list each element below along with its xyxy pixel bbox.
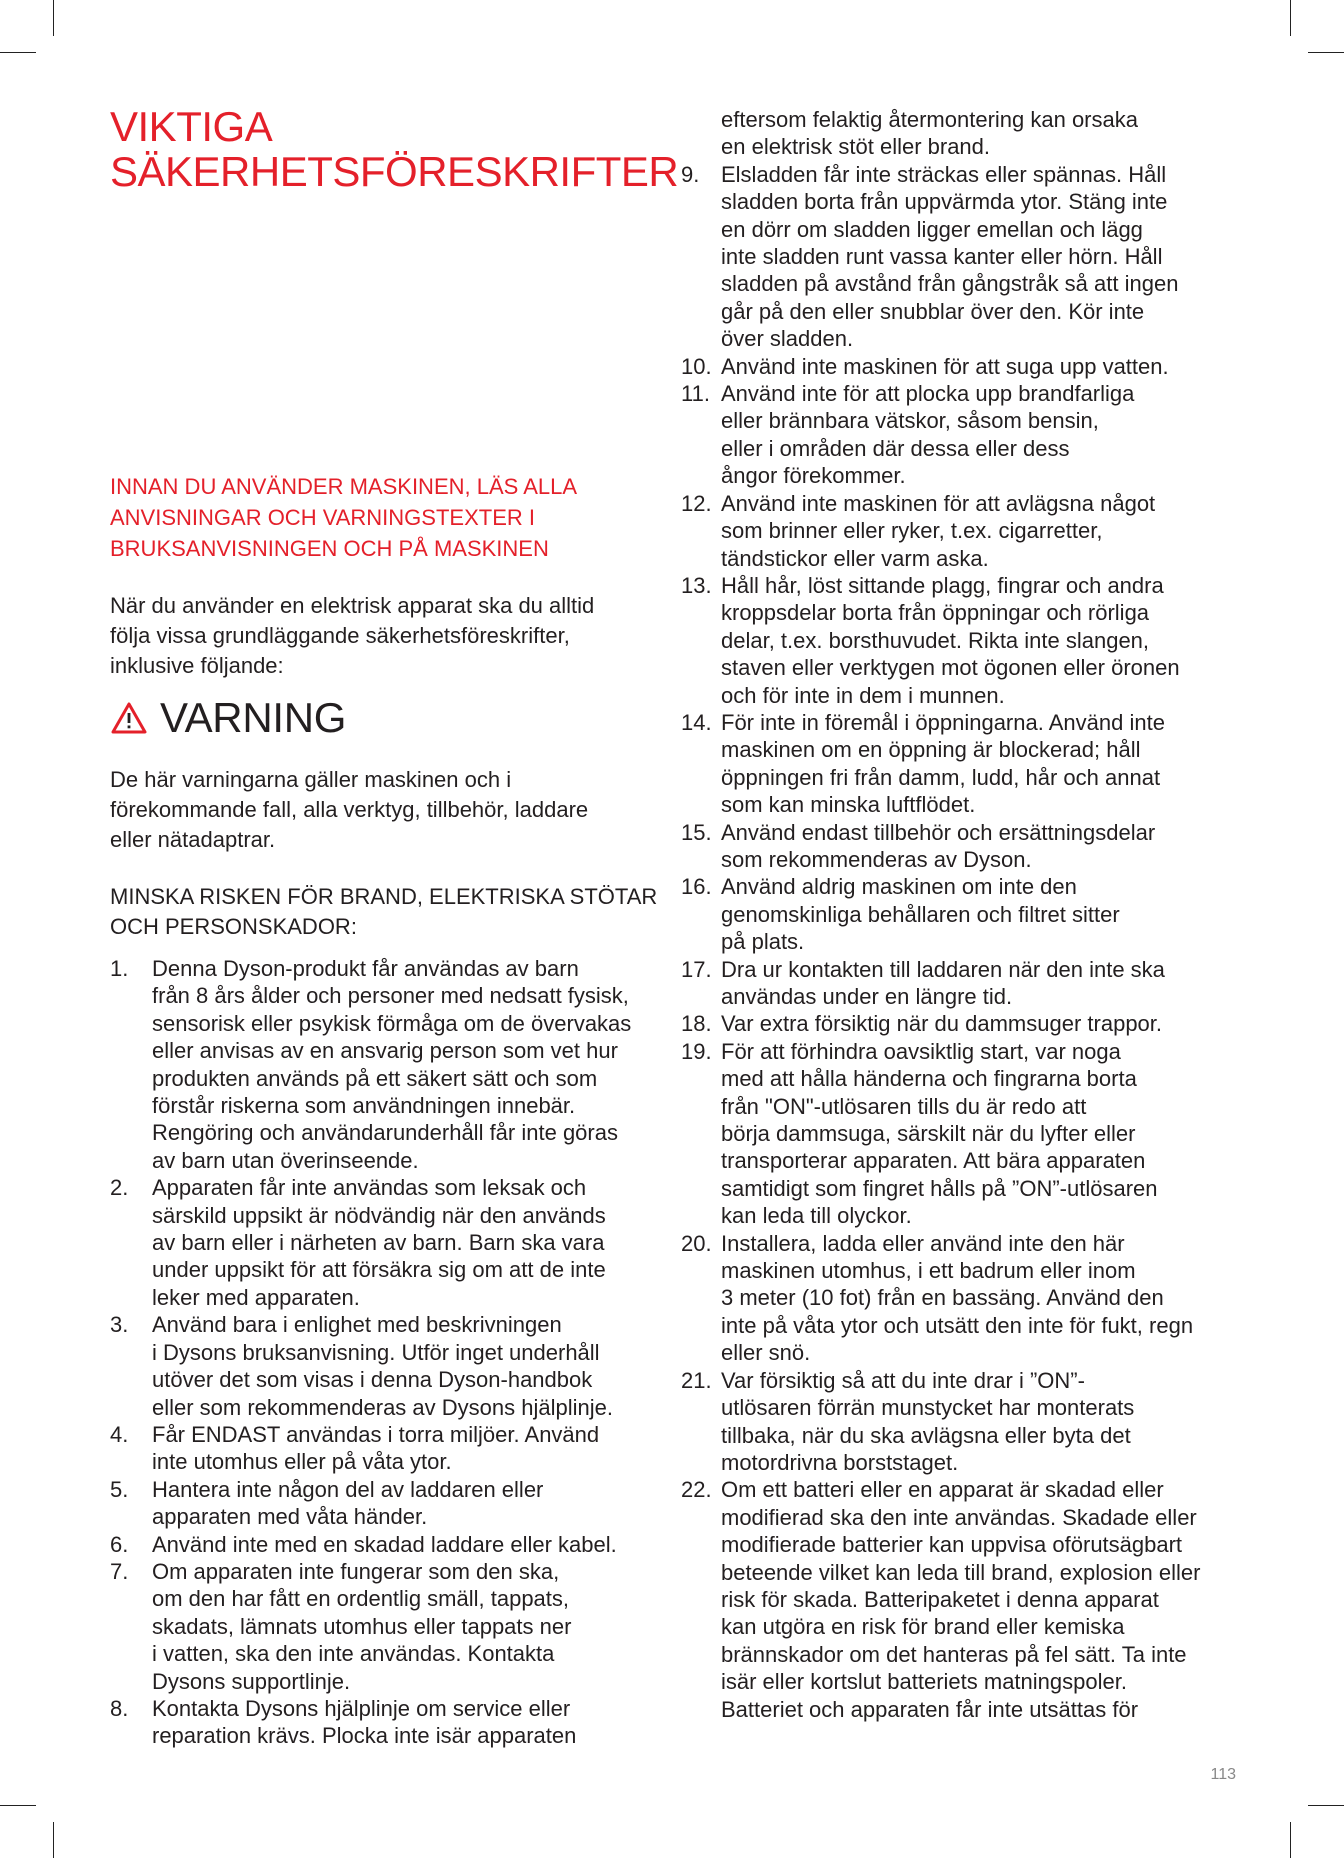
text-line: Var försiktig så att du inte drar i ”ON”- xyxy=(721,1367,1085,1393)
text-line: eller nätadaptrar. xyxy=(110,827,276,852)
text-line: eller som rekommenderas av Dysons hjälplinje. xyxy=(152,1394,613,1420)
page-number: 113 xyxy=(1210,1766,1236,1783)
list-item xyxy=(681,490,1241,572)
text-line: Dra ur kontakten till laddaren när den inte ska xyxy=(721,956,1165,982)
text-line: genomskinliga behållaren och filtret sitter xyxy=(721,901,1120,927)
text-line: brännskador om det hanteras på fel sätt. Ta inte xyxy=(721,1641,1187,1667)
list-item xyxy=(110,1476,680,1531)
text-line: MINSKA RISKEN FÖR BRAND, ELEKTRISKA STÖTAR xyxy=(110,884,658,909)
text-line: inte på våta ytor och utsätt den inte för fukt, regn xyxy=(721,1312,1194,1338)
text-line: av barn utan överinseende. xyxy=(152,1147,419,1173)
text-line: maskinen om en öppning är blockerad; håll xyxy=(721,737,1141,763)
text-line: en dörr om sladden ligger emellan och lägg xyxy=(721,216,1143,242)
text-line: Om ett batteri eller en apparat är skadad eller xyxy=(721,1477,1164,1503)
text-line: samtidigt som fingret hålls på ”ON”-utlösaren xyxy=(721,1175,1158,1201)
text-line: OCH PERSONSKADOR: xyxy=(110,914,357,939)
list-item xyxy=(681,1010,1241,1037)
list-item-text xyxy=(721,572,1180,709)
read-instructions-notice xyxy=(110,471,670,564)
text-line: eller snö. xyxy=(721,1340,811,1366)
risk-heading xyxy=(110,882,670,942)
crop-mark xyxy=(1290,1822,1291,1858)
text-line: följa vissa grundläggande säkerhetsföreskrifter, xyxy=(110,623,570,648)
text-line: Använd inte maskinen för att suga upp vatten. xyxy=(721,353,1169,379)
text-line: inte utomhus eller på våta ytor. xyxy=(152,1449,452,1475)
text-line: sladden borta från uppvärmda ytor. Stäng inte xyxy=(721,189,1168,215)
list-item-number: 6. xyxy=(110,1531,129,1557)
list-item-text xyxy=(721,380,1134,490)
list-item-text xyxy=(152,1476,543,1531)
text-line: De här varningarna gäller maskinen och i xyxy=(110,767,512,792)
list-item-text xyxy=(721,1038,1158,1230)
text-line: Batteriet och apparaten får inte utsättas för xyxy=(721,1696,1139,1722)
text-line: börja dammsuga, särskilt när du lyfter eller xyxy=(721,1121,1136,1147)
list-item-number: 2. xyxy=(110,1175,129,1201)
text-line: staven eller verktygen mot ögonen eller öronen xyxy=(721,655,1180,681)
text-line: Använd inte med en skadad laddare eller kabel. xyxy=(152,1531,617,1557)
text-line: Rengöring och användarunderhåll får inte göras xyxy=(152,1120,618,1146)
text-line: risk för skada. Batteripaketet i denna apparat xyxy=(721,1586,1159,1612)
list-item-number: 11. xyxy=(681,381,710,407)
text-line: går på den eller snubblar över den. Kör inte xyxy=(721,298,1145,324)
text-line: beteende vilket kan leda till brand, explosion eller xyxy=(721,1559,1201,1585)
text-line: i Dysons bruksanvisning. Utför inget underhåll xyxy=(152,1339,600,1365)
text-line: motordrivna borststaget. xyxy=(721,1449,959,1475)
text-line: kroppsdelar borta från öppningar och rörliga xyxy=(721,600,1150,626)
text-line: Använd inte för att plocka upp brandfarliga xyxy=(721,381,1135,407)
text-line: öppningen fri från damm, ludd, hår och annat xyxy=(721,764,1161,790)
crop-mark xyxy=(53,1822,54,1858)
list-item-number: 8. xyxy=(110,1695,129,1721)
list-item-text xyxy=(152,1695,576,1750)
list-item-number: 18. xyxy=(681,1011,712,1037)
notice-line: ANVISNINGAR OCH VARNINGSTEXTER I xyxy=(110,505,535,530)
list-item xyxy=(110,1558,680,1695)
text-line: Hantera inte någon del av laddaren eller xyxy=(152,1476,544,1502)
text-line: på plats. xyxy=(721,929,805,955)
text-line: Elsladden får inte sträckas eller spännas. Håll xyxy=(721,161,1167,187)
list-item-text xyxy=(721,1476,1200,1723)
list-item-number: 3. xyxy=(110,1312,129,1338)
text-line: leker med apparaten. xyxy=(152,1284,360,1310)
crop-mark xyxy=(1308,52,1344,53)
list-item-number: 16. xyxy=(681,874,712,900)
list-item xyxy=(110,1311,680,1421)
text-line: särskild uppsikt är nödvändig när den används xyxy=(152,1202,606,1228)
list-item-number: 10. xyxy=(681,353,712,379)
text-line: en elektrisk stöt eller brand. xyxy=(721,134,991,160)
list-item xyxy=(681,1476,1241,1723)
list-item-text xyxy=(721,819,1155,874)
list-item-number: 13. xyxy=(681,572,712,598)
title-line: SÄKERHETSFÖRESKRIFTER xyxy=(110,148,679,195)
text-line: reparation krävs. Plocka inte isär apparaten xyxy=(152,1723,577,1749)
text-line: Installera, ladda eller använd inte den här xyxy=(721,1230,1125,1256)
list-item xyxy=(681,709,1241,819)
page-title xyxy=(110,103,679,195)
text-line: Apparaten får inte användas som leksak och xyxy=(152,1175,587,1201)
list-item-text xyxy=(721,1367,1134,1477)
list-item xyxy=(681,1230,1241,1367)
text-line: isär eller kortslut batteriets matningspoler. xyxy=(721,1669,1127,1695)
warning-scope-text xyxy=(110,765,670,855)
text-line: maskinen utomhus, i ett badrum eller inom xyxy=(721,1258,1136,1284)
title-line: VIKTIGA xyxy=(110,103,273,150)
crop-mark xyxy=(0,52,36,53)
text-line: transporterar apparaten. Att bära apparaten xyxy=(721,1148,1146,1174)
text-line: Håll hår, löst sittande plagg, fingrar och andra xyxy=(721,572,1164,598)
crop-mark xyxy=(1308,1805,1344,1806)
list-item-text xyxy=(721,490,1155,572)
text-line: Använd bara i enlighet med beskrivningen xyxy=(152,1312,562,1338)
list-item-text xyxy=(721,873,1120,955)
list-item xyxy=(110,1695,680,1750)
safety-list-column-1 xyxy=(110,955,680,1750)
crop-mark xyxy=(1290,0,1291,36)
notice-line: BRUKSANVISNINGEN OCH PÅ MASKINEN xyxy=(110,536,549,561)
list-item-text xyxy=(721,1230,1193,1367)
list-item-text xyxy=(152,1531,617,1558)
list-item-text xyxy=(152,1558,571,1695)
text-line: över sladden. xyxy=(721,326,854,352)
text-line: eller anvisas av en ansvarig person som vet hur xyxy=(152,1038,618,1064)
list-item-number: 14. xyxy=(681,709,712,735)
text-line: under uppsikt för att försäkra sig om att de inte xyxy=(152,1257,606,1283)
text-line: kan utgöra en risk för brand eller kemiska xyxy=(721,1614,1125,1640)
list-item-number: 4. xyxy=(110,1421,129,1447)
text-line: 3 meter (10 fot) från en bassäng. Använd den xyxy=(721,1285,1164,1311)
list-item-number: 22. xyxy=(681,1477,712,1503)
list-item xyxy=(110,955,680,1174)
list-item xyxy=(681,161,1241,353)
list-item-text xyxy=(152,1311,613,1421)
list-item-text xyxy=(721,161,1178,353)
list-item-number: 20. xyxy=(681,1230,712,1256)
text-line: modifierade batterier kan uppvisa oförutsägbart xyxy=(721,1532,1183,1558)
warning-triangle-icon xyxy=(110,701,148,735)
list-item-number: 12. xyxy=(681,490,712,516)
list-item-text xyxy=(721,1010,1162,1037)
list-item xyxy=(681,1038,1241,1230)
crop-mark xyxy=(0,1805,36,1806)
text-line: skadats, lämnats utomhus eller tappats ner xyxy=(152,1613,572,1639)
list-item xyxy=(681,572,1241,709)
list-item-number: 1. xyxy=(110,956,129,981)
text-line: från "ON"-utlösaren tills du är redo att xyxy=(721,1093,1087,1119)
text-line: användas under en längre tid. xyxy=(721,984,1013,1009)
text-line: Använd endast tillbehör och ersättningsdelar xyxy=(721,819,1156,845)
text-line: ångor förekommer. xyxy=(721,463,906,489)
text-line: För att förhindra oavsiktlig start, var noga xyxy=(721,1038,1121,1064)
text-line: tändstickor eller varm aska. xyxy=(721,545,989,571)
text-line: av barn eller i närheten av barn. Barn ska vara xyxy=(152,1230,605,1256)
text-line: kan leda till olyckor. xyxy=(721,1203,912,1229)
text-line: utöver det som visas i denna Dyson-handbok xyxy=(152,1367,593,1393)
text-line: Var extra försiktig när du dammsuger trappor. xyxy=(721,1011,1163,1037)
list-item-number: 5. xyxy=(110,1476,129,1502)
text-line: från 8 års ålder och personer med nedsatt fysisk, xyxy=(152,983,629,1009)
list-item-number: 7. xyxy=(110,1558,129,1584)
text-line: eftersom felaktig återmontering kan orsaka xyxy=(721,107,1138,132)
list-item-text xyxy=(152,1174,606,1311)
list-item-number: 17. xyxy=(681,956,712,982)
text-line: som rekommenderas av Dyson. xyxy=(721,846,1032,872)
list-item-number: 19. xyxy=(681,1038,712,1064)
list-item-number: 9. xyxy=(681,161,700,187)
list-item xyxy=(110,1421,680,1476)
text-line: som brinner eller ryker, t.ex. cigarretter, xyxy=(721,518,1103,544)
list-item-number: 15. xyxy=(681,819,712,845)
warning-heading xyxy=(110,694,346,742)
list-item-number: 21. xyxy=(681,1367,712,1393)
text-line: inklusive följande: xyxy=(110,653,284,678)
list-item-text xyxy=(721,709,1165,819)
text-line: apparaten med våta händer. xyxy=(152,1504,428,1530)
safety-list-column-2 xyxy=(681,106,1241,1723)
text-line: som kan minska luftflödet. xyxy=(721,792,976,818)
warning-label: VARNING xyxy=(160,694,347,741)
text-line: När du använder en elektrisk apparat ska du alltid xyxy=(110,593,595,618)
text-line: i vatten, ska den inte användas. Kontakta xyxy=(152,1641,555,1667)
list-item xyxy=(681,956,1241,1011)
text-line: Får ENDAST användas i torra miljöer. Använd xyxy=(152,1421,600,1447)
text-line: Dysons supportlinje. xyxy=(152,1668,351,1694)
notice-line: INNAN DU ANVÄNDER MASKINEN, LÄS ALLA xyxy=(110,474,578,499)
text-line: Använd aldrig maskinen om inte den xyxy=(721,874,1077,900)
list-item xyxy=(681,873,1241,955)
text-line: och för inte in dem i munnen. xyxy=(721,682,1005,708)
list-item-text xyxy=(721,353,1169,380)
text-line: sensorisk eller psykisk förmåga om de övervakas xyxy=(152,1010,632,1036)
list-item-text xyxy=(152,955,631,1174)
text-line: För inte in föremål i öppningarna. Använd inte xyxy=(721,709,1165,735)
list-item-continuation xyxy=(681,106,1241,161)
text-line: produkten används på ett säkert sätt och som xyxy=(152,1065,598,1091)
text-line: Denna Dyson-produkt får användas av barn xyxy=(152,956,579,981)
crop-mark xyxy=(53,0,54,36)
list-item-text xyxy=(152,1421,599,1476)
text-line: tillbaka, när du ska avlägsna eller byta det xyxy=(721,1422,1131,1448)
text-line: eller brännbara vätskor, såsom bensin, xyxy=(721,408,1099,434)
text-line: Använd inte maskinen för att avlägsna något xyxy=(721,490,1156,516)
text-line: Om apparaten inte fungerar som den ska, xyxy=(152,1558,560,1584)
text-line: med att hålla händerna och fingrarna borta xyxy=(721,1066,1137,1092)
text-line: Kontakta Dysons hjälplinje om service eller xyxy=(152,1695,571,1721)
list-item xyxy=(110,1174,680,1311)
text-line: utlösaren förrän munstycket har monterats xyxy=(721,1395,1135,1421)
text-line: om den har fått en ordentlig smäll, tappats, xyxy=(152,1586,570,1612)
list-item xyxy=(681,1367,1241,1477)
general-precautions-text xyxy=(110,591,670,681)
text-line: förekommande fall, alla verktyg, tillbehör, laddare xyxy=(110,797,589,822)
list-item xyxy=(681,819,1241,874)
text-line: förstår riskerna som användningen innebär. xyxy=(152,1093,576,1119)
text-line: inte sladden runt vassa kanter eller hörn. Håll xyxy=(721,244,1163,270)
text-line: sladden på avstånd från gångstråk så att ingen xyxy=(721,271,1179,297)
text-line: modifierad ska den inte användas. Skadade eller xyxy=(721,1504,1197,1530)
list-item-text xyxy=(721,956,1165,1011)
list-item-text xyxy=(721,106,1138,161)
list-item xyxy=(110,1531,680,1558)
text-line: delar, t.ex. borsthuvudet. Rikta inte slangen, xyxy=(721,627,1150,653)
list-item xyxy=(681,353,1241,380)
list-item xyxy=(681,380,1241,490)
text-line: eller i områden där dessa eller dess xyxy=(721,435,1070,461)
